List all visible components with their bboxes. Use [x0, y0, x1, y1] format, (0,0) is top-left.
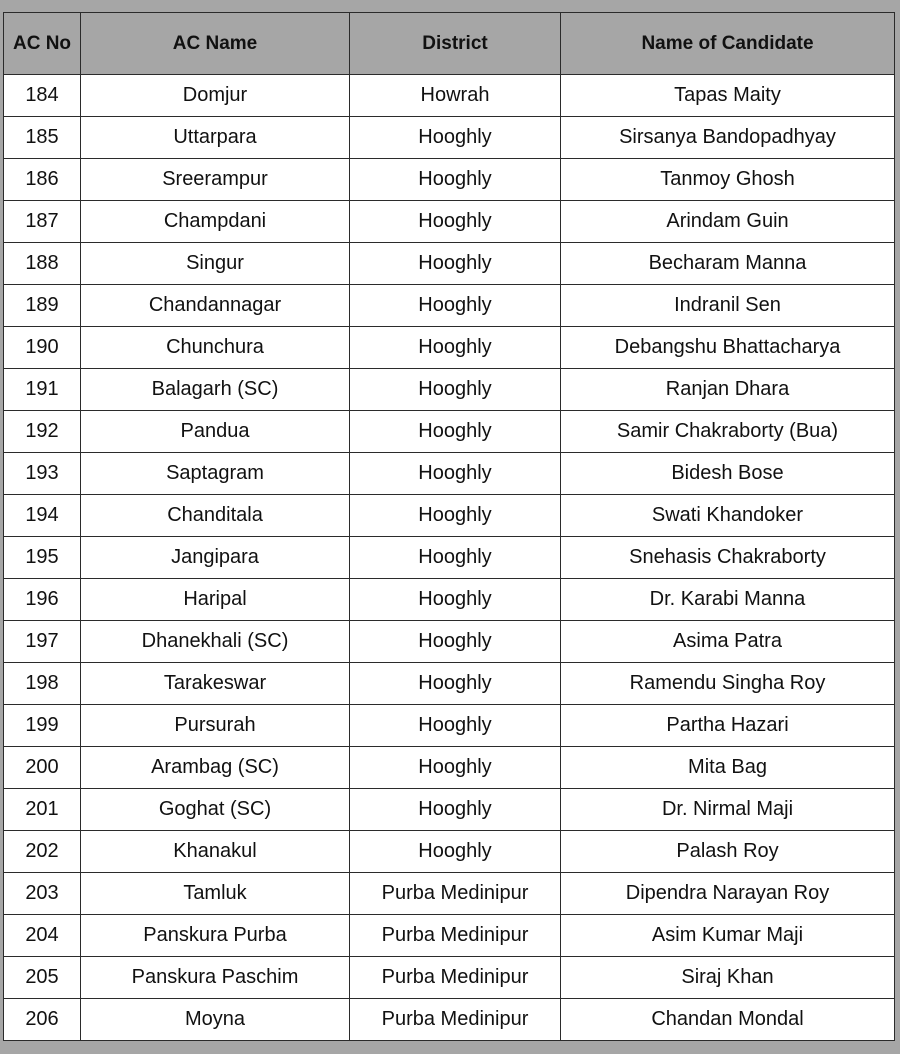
ac-name-cell: Moyna	[81, 999, 350, 1041]
ac-name-cell: Tarakeswar	[81, 663, 350, 705]
ac-no-cell: 188	[4, 243, 81, 285]
ac-name-cell: Panskura Paschim	[81, 957, 350, 999]
candidate-name-cell: Samir Chakraborty (Bua)	[561, 411, 895, 453]
district-cell: Hooghly	[350, 327, 561, 369]
ac-name-cell: Chunchura	[81, 327, 350, 369]
table-row	[4, 411, 895, 453]
table-row	[4, 75, 895, 117]
district-cell: Hooghly	[350, 243, 561, 285]
ac-no-cell: 195	[4, 537, 81, 579]
table-row	[4, 159, 895, 201]
district-cell: Hooghly	[350, 495, 561, 537]
ac-name-cell: Chanditala	[81, 495, 350, 537]
ac-no-cell: 201	[4, 789, 81, 831]
district-cell: Hooghly	[350, 411, 561, 453]
ac-name-cell: Tamluk	[81, 873, 350, 915]
header-row	[4, 13, 895, 75]
ac-name-cell: Saptagram	[81, 453, 350, 495]
candidate-name-cell: Dipendra Narayan Roy	[561, 873, 895, 915]
district-cell: Hooghly	[350, 663, 561, 705]
candidate-name-cell: Sirsanya Bandopadhyay	[561, 117, 895, 159]
ac-no-cell: 187	[4, 201, 81, 243]
ac-no-cell: 185	[4, 117, 81, 159]
candidate-name-cell: Dr. Karabi Manna	[561, 579, 895, 621]
table-row	[4, 495, 895, 537]
candidate-name-cell: Becharam Manna	[561, 243, 895, 285]
ac-no-cell: 190	[4, 327, 81, 369]
district-cell: Hooghly	[350, 369, 561, 411]
candidate-name-cell: Tanmoy Ghosh	[561, 159, 895, 201]
table-row	[4, 201, 895, 243]
district-cell: Purba Medinipur	[350, 873, 561, 915]
district-cell: Hooghly	[350, 579, 561, 621]
ac-no-cell: 191	[4, 369, 81, 411]
ac-name-cell: Khanakul	[81, 831, 350, 873]
candidate-name-cell: Indranil Sen	[561, 285, 895, 327]
table-body	[4, 75, 895, 1041]
district-cell: Hooghly	[350, 705, 561, 747]
ac-no-cell: 198	[4, 663, 81, 705]
candidate-name-cell: Debangshu Bhattacharya	[561, 327, 895, 369]
ac-no-cell: 189	[4, 285, 81, 327]
table-row	[4, 243, 895, 285]
ac-name-cell: Jangipara	[81, 537, 350, 579]
ac-no-cell: 200	[4, 747, 81, 789]
ac-no-cell: 205	[4, 957, 81, 999]
ac-no-cell: 193	[4, 453, 81, 495]
ac-no-cell: 194	[4, 495, 81, 537]
ac-name-cell: Champdani	[81, 201, 350, 243]
table-row	[4, 915, 895, 957]
ac-no-cell: 186	[4, 159, 81, 201]
ac-name-cell: Arambag (SC)	[81, 747, 350, 789]
ac-name-cell: Balagarh (SC)	[81, 369, 350, 411]
district-cell: Hooghly	[350, 789, 561, 831]
candidate-table	[3, 12, 895, 1041]
table-row	[4, 369, 895, 411]
ac-no-cell: 196	[4, 579, 81, 621]
candidate-name-cell: Ramendu Singha Roy	[561, 663, 895, 705]
table-row	[4, 327, 895, 369]
ac-no-cell: 204	[4, 915, 81, 957]
district-cell: Hooghly	[350, 117, 561, 159]
candidate-name-cell: Arindam Guin	[561, 201, 895, 243]
district-cell: Hooghly	[350, 747, 561, 789]
table-row	[4, 747, 895, 789]
table-row	[4, 453, 895, 495]
ac-name-cell: Pursurah	[81, 705, 350, 747]
district-cell: Howrah	[350, 75, 561, 117]
district-cell: Hooghly	[350, 159, 561, 201]
district-cell: Purba Medinipur	[350, 999, 561, 1041]
ac-no-cell: 199	[4, 705, 81, 747]
table-row	[4, 789, 895, 831]
ac-name-cell: Uttarpara	[81, 117, 350, 159]
ac-no-cell: 203	[4, 873, 81, 915]
candidate-name-cell: Ranjan Dhara	[561, 369, 895, 411]
candidate-name-cell: Dr. Nirmal Maji	[561, 789, 895, 831]
ac-name-cell: Dhanekhali (SC)	[81, 621, 350, 663]
ac-no-cell: 197	[4, 621, 81, 663]
header-ac-no: AC No	[4, 13, 81, 75]
ac-no-cell: 202	[4, 831, 81, 873]
candidate-name-cell: Mita Bag	[561, 747, 895, 789]
candidate-name-cell: Swati Khandoker	[561, 495, 895, 537]
district-cell: Hooghly	[350, 453, 561, 495]
candidate-name-cell: Asim Kumar Maji	[561, 915, 895, 957]
table-row	[4, 579, 895, 621]
candidate-name-cell: Partha Hazari	[561, 705, 895, 747]
table-header	[4, 13, 895, 75]
candidate-name-cell: Tapas Maity	[561, 75, 895, 117]
district-cell: Hooghly	[350, 831, 561, 873]
candidate-name-cell: Asima Patra	[561, 621, 895, 663]
table-row	[4, 999, 895, 1041]
district-cell: Hooghly	[350, 201, 561, 243]
header-candidate-name: Name of Candidate	[561, 13, 895, 75]
table-row	[4, 621, 895, 663]
candidate-name-cell: Bidesh Bose	[561, 453, 895, 495]
table-row	[4, 537, 895, 579]
ac-name-cell: Chandannagar	[81, 285, 350, 327]
table-row	[4, 117, 895, 159]
district-cell: Hooghly	[350, 621, 561, 663]
ac-no-cell: 206	[4, 999, 81, 1041]
candidate-table-frame	[3, 12, 894, 1042]
table-row	[4, 663, 895, 705]
ac-no-cell: 192	[4, 411, 81, 453]
district-cell: Purba Medinipur	[350, 957, 561, 999]
ac-name-cell: Singur	[81, 243, 350, 285]
district-cell: Purba Medinipur	[350, 915, 561, 957]
candidate-name-cell: Chandan Mondal	[561, 999, 895, 1041]
candidate-name-cell: Siraj Khan	[561, 957, 895, 999]
table-row	[4, 705, 895, 747]
table-row	[4, 957, 895, 999]
ac-name-cell: Haripal	[81, 579, 350, 621]
ac-name-cell: Goghat (SC)	[81, 789, 350, 831]
district-cell: Hooghly	[350, 285, 561, 327]
ac-name-cell: Domjur	[81, 75, 350, 117]
candidate-name-cell: Palash Roy	[561, 831, 895, 873]
ac-no-cell: 184	[4, 75, 81, 117]
header-district: District	[350, 13, 561, 75]
ac-name-cell: Panskura Purba	[81, 915, 350, 957]
table-row	[4, 831, 895, 873]
district-cell: Hooghly	[350, 537, 561, 579]
candidate-name-cell: Snehasis Chakraborty	[561, 537, 895, 579]
table-row	[4, 873, 895, 915]
header-ac-name: AC Name	[81, 13, 350, 75]
ac-name-cell: Pandua	[81, 411, 350, 453]
table-row	[4, 285, 895, 327]
ac-name-cell: Sreerampur	[81, 159, 350, 201]
